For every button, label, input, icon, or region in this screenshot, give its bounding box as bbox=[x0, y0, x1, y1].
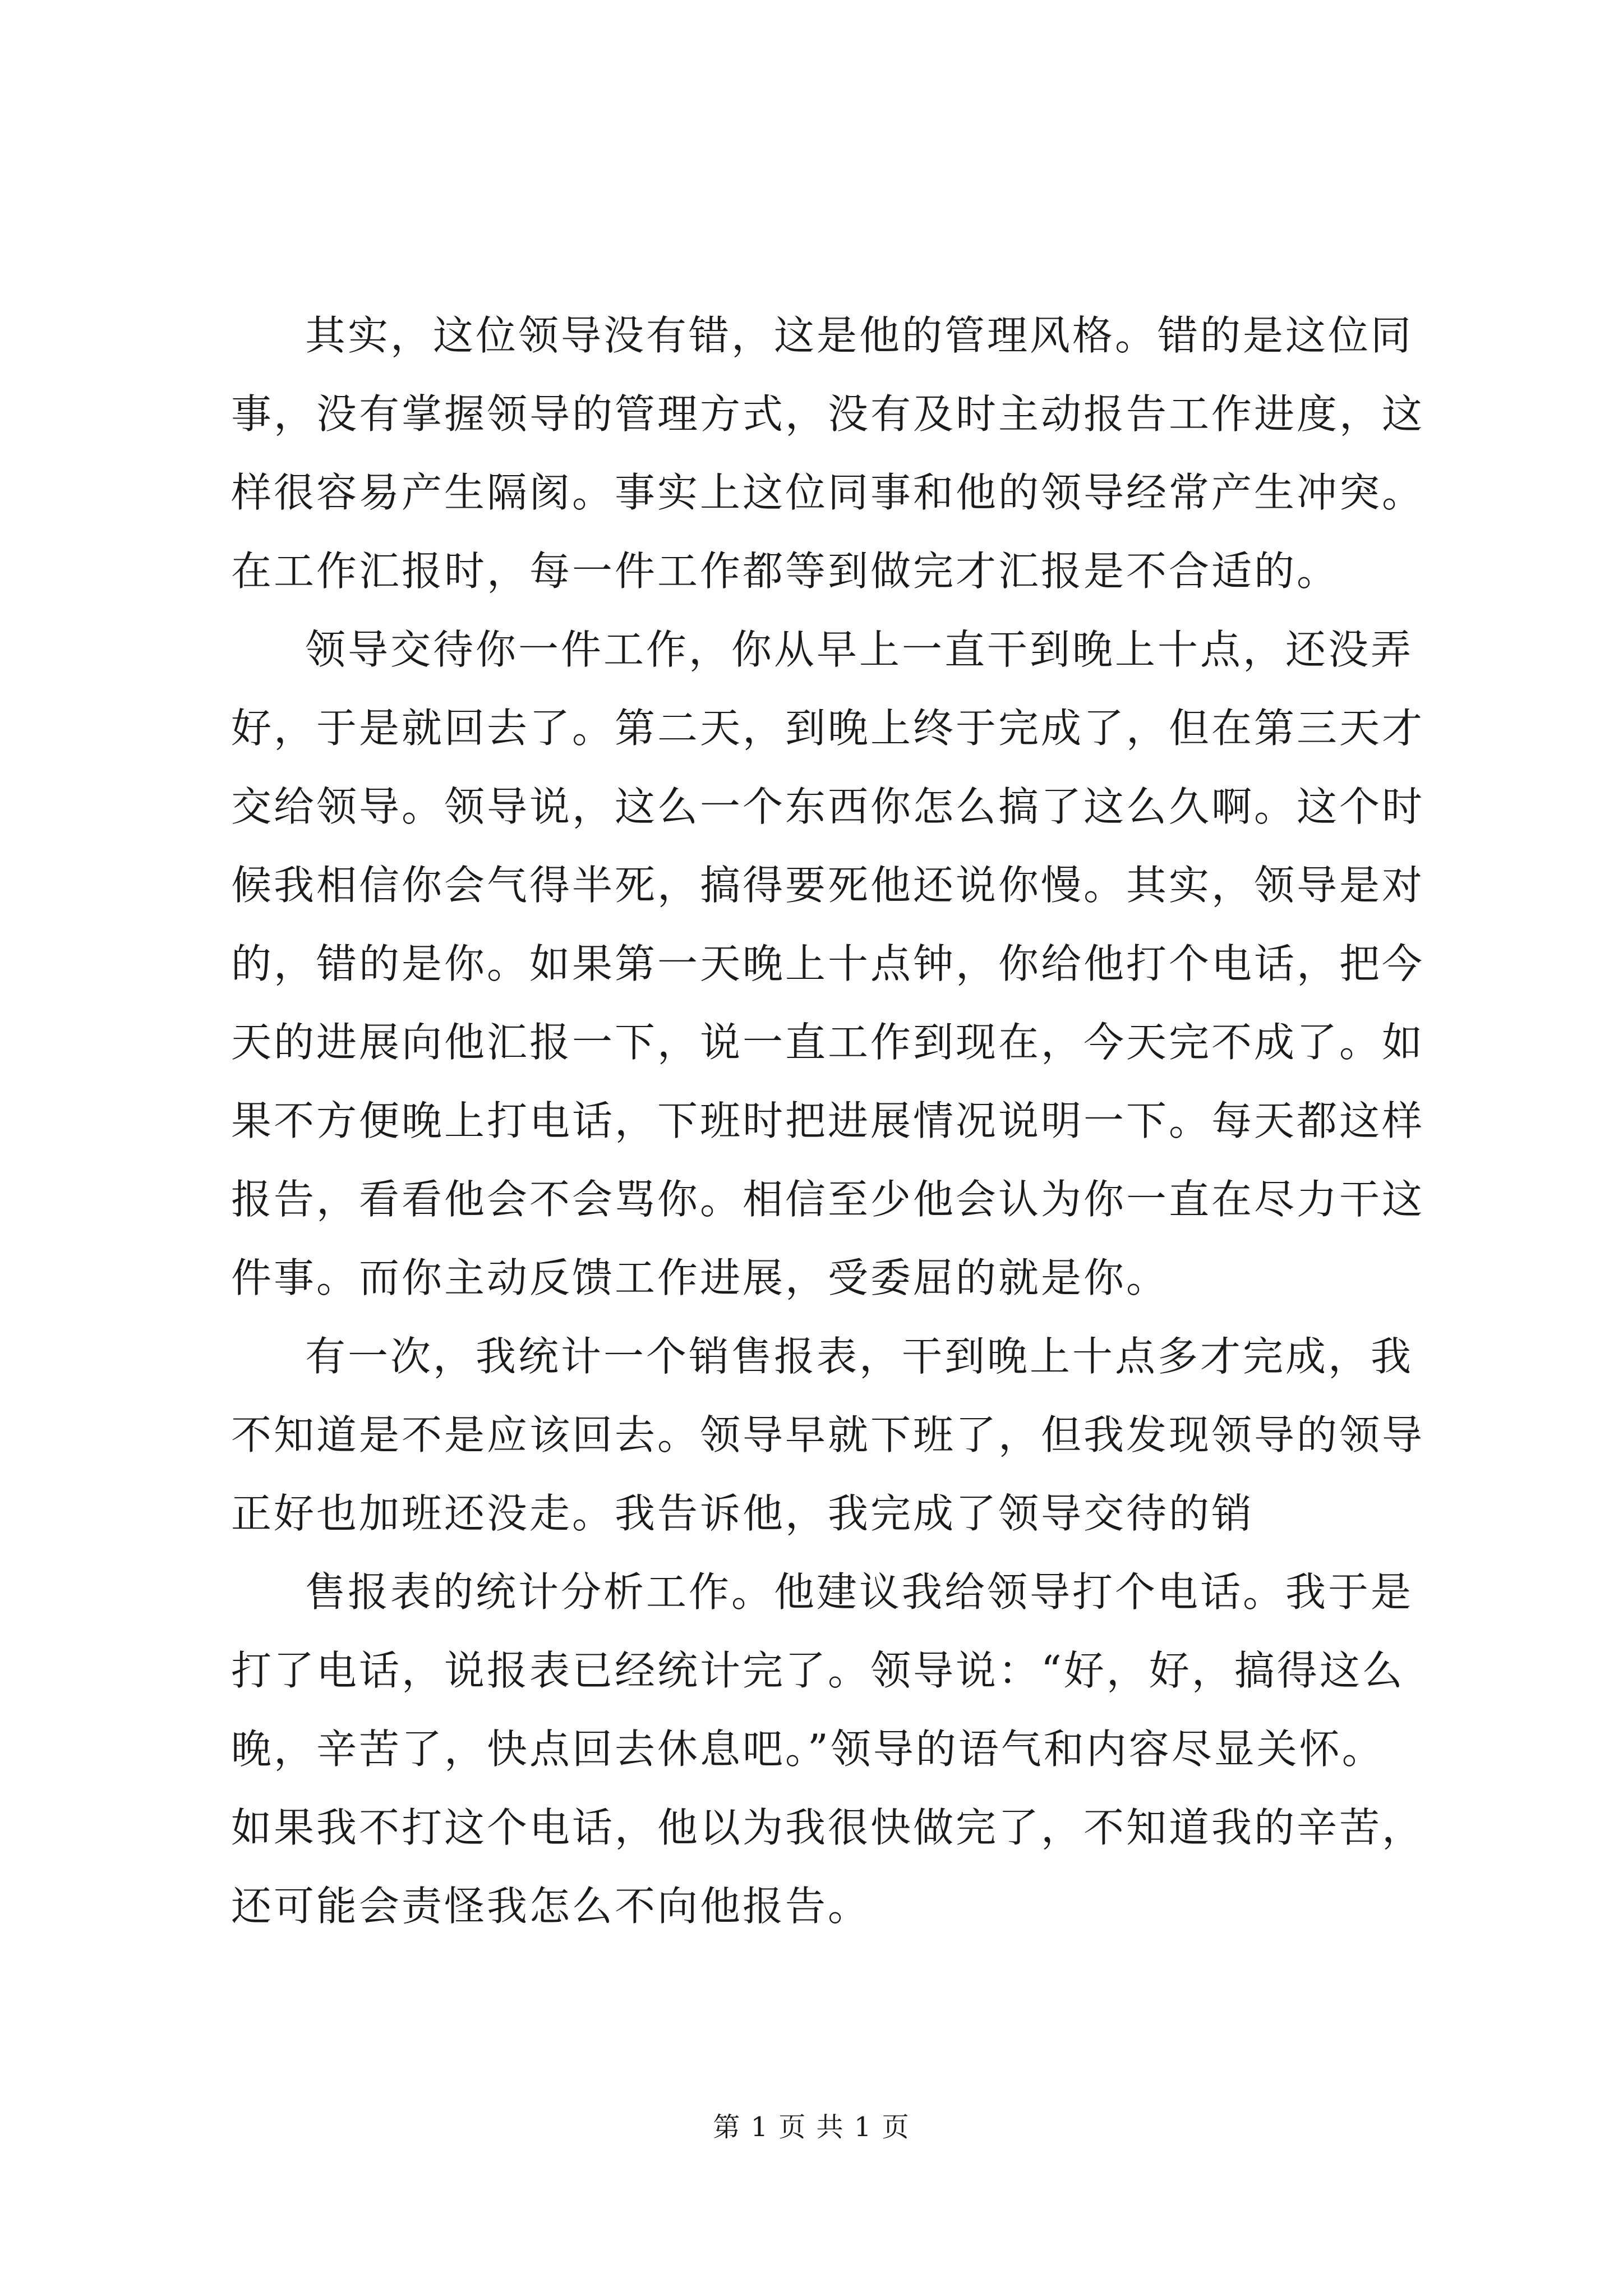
paragraph-4-line-1: 售报表的统计分析工作。他建议我给领导打个电话。我于是 bbox=[305, 1568, 1414, 1616]
document-body bbox=[231, 296, 1425, 1945]
paragraph-2-line-6: 天的进展向他汇报一下，说一直工作到现在，今天完不成了。如 bbox=[231, 1019, 1425, 1066]
paragraph-1-line-3: 样很容易产生隔阂。事实上这位同事和他的领导经常产生冲突。 bbox=[231, 469, 1425, 516]
paragraph-2-line-5: 的，错的是你。如果第一天晚上十点钟，你给他打个电话，把今 bbox=[231, 940, 1425, 987]
paragraph-2-line-4: 候我相信你会气得半死，搞得要死他还说你慢。其实，领导是对 bbox=[231, 862, 1425, 909]
paragraph-4-line-5: 还可能会责怪我怎么不向他报告。 bbox=[231, 1883, 871, 1930]
paragraph-1-line-4: 在工作汇报时，每一件工作都等到做完才汇报是不合适的。 bbox=[231, 547, 1340, 595]
paragraph-2-line-2: 好，于是就回去了。第二天，到晚上终于完成了，但在第三天才 bbox=[231, 705, 1425, 752]
paragraph-1-line-2: 事，没有掌握领导的管理方式，没有及时主动报告工作进度，这 bbox=[231, 390, 1425, 438]
page-footer: 第 1 页 共 1 页 bbox=[713, 2111, 910, 2143]
paragraph-3-line-3: 正好也加班还没走。我告诉他，我完成了领导交待的销 bbox=[231, 1490, 1255, 1537]
paragraph-2-line-1: 领导交待你一件工作，你从早上一直干到晚上十点，还没弄 bbox=[305, 626, 1414, 673]
paragraph-2-line-3: 交给领导。领导说，这么一个东西你怎么搞了这么久啊。这个时 bbox=[231, 783, 1425, 830]
paragraph-2-line-8: 报告，看看他会不会骂你。相信至少他会认为你一直在尽力干这 bbox=[231, 1176, 1425, 1223]
paragraph-3-line-2: 不知道是不是应该回去。领导早就下班了，但我发现领导的领导 bbox=[231, 1411, 1425, 1458]
paragraph-2-line-9: 件事。而你主动反馈工作进展，受委屈的就是你。 bbox=[231, 1254, 1169, 1301]
paragraph-4-line-4: 如果我不打这个电话，他以为我很快做完了，不知道我的辛苦， bbox=[231, 1804, 1425, 1851]
paragraph-3-line-1: 有一次，我统计一个销售报表，干到晚上十点多才完成，我 bbox=[305, 1333, 1414, 1380]
paragraph-1-line-1: 其实，这位领导没有错，这是他的管理风格。错的是这位同 bbox=[305, 312, 1414, 359]
paragraph-2-line-7: 果不方便晚上打电话，下班时把进展情况说明一下。每天都这样 bbox=[231, 1097, 1425, 1144]
paragraph-4-line-2: 打了电话，说报表已经统计完了。领导说：“好，好，搞得这么 bbox=[231, 1647, 1405, 1694]
paragraph-4-line-3: 晚，辛苦了，快点回去休息吧。”领导的语气和内容尽显关怀。 bbox=[231, 1726, 1385, 1773]
